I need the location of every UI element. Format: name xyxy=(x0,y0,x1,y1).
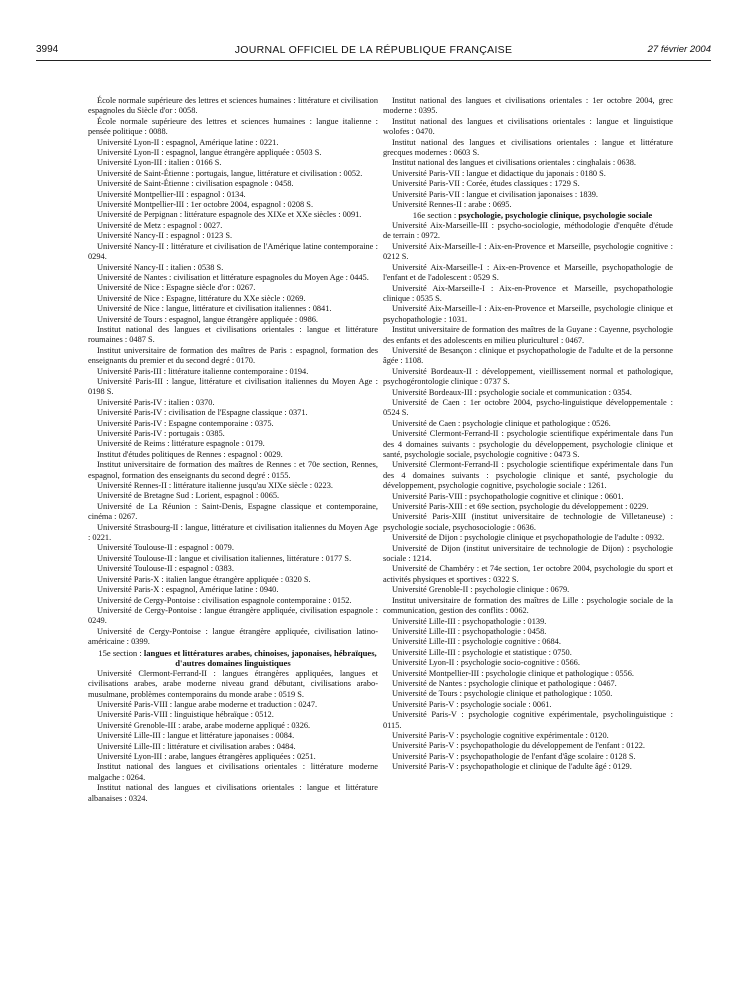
entry: Institut national des langues et civilisations orientales : 1er octobre 2004, grec moderne : 0395. xyxy=(383,96,673,116)
entry: Université Lyon-II : espagnol, Amérique latine : 0221. xyxy=(97,137,279,147)
entry: Université de Dijon : psychologie clinique et psychopathologie de l'adulte : 0932. xyxy=(392,533,665,543)
section-16-number: 16e section : xyxy=(412,210,459,221)
entry: Université Aix-Marseille-III : psycho-sociologie, méthodologie d'enquête d'étude de terrain : 0972. xyxy=(383,221,673,241)
section-15-heading xyxy=(88,648,378,669)
entry: Université Paris-V : psychologie sociale : 0061. xyxy=(392,699,552,709)
entry: Institut universitaire de formation des maîtres de Lille : psychologie sociale de la communication, gestion des conflits : 0062. xyxy=(383,595,673,616)
entry: Université de La Réunion : Saint-Denis, Espagne classique et contemporaine, cinéma : 0267. xyxy=(88,501,378,522)
section-15-number: 15e section : xyxy=(98,647,144,658)
entry: Institut universitaire de formation des maîtres de Paris : espagnol, formation des enseignants du premier et du second degré : 0170. xyxy=(88,345,378,366)
entry: Université Nancy-II : italien : 0538 S. xyxy=(97,262,224,272)
left-entries-b xyxy=(88,669,378,804)
entry: Université de Nantes : civilisation et littérature espagnoles du Moyen Age : 0445. xyxy=(97,272,369,282)
entry: Université Clermont-Ferrand-II : psychologie scientifique expérimentale dans l'un des 4 domaines suivants : psychologie du développement, psychologie clinique et santé, psychologie sociale, psychologie cognitive : 0473 S. xyxy=(383,429,673,459)
left-entries-a xyxy=(88,96,378,648)
entry: Université Aix-Marseille-I : Aix-en-Provence et Marseille, psychologie cognitive : 0212 S. xyxy=(383,241,673,262)
entry: Université Paris-VIII : psychopathologie cognitive et clinique : 0601. xyxy=(392,491,624,501)
entry: Institut national des langues et civilisations orientales : langue et littérature roumaines : 0487 S. xyxy=(88,324,378,345)
right-entries-a xyxy=(383,96,673,210)
entry: Université de Nice : langue, littérature et civilisation italiennes : 0841. xyxy=(97,304,332,314)
entry: École normale supérieure des lettres et sciences humaines : langue italienne : pensée politique : 0088. xyxy=(88,116,378,137)
entry: Université Montpellier-III : psychologie clinique et pathologique : 0556. xyxy=(392,668,634,678)
entry: Université de Saint-Étienne : portugais, langue, littérature et civilisation : 0052. xyxy=(97,168,363,178)
entry: Université de Dijon (institut universitaire de technologie de Dijon) : psychologie sociale : 1214. xyxy=(383,543,673,564)
entry: Institut national des langues et civilisations orientales : littérature moderne malgache : 0264. xyxy=(88,762,378,782)
entry: Université Paris-V : psychopathologie du développement de l'enfant : 0122. xyxy=(392,741,645,751)
entry: Université Strasbourg-II : langue, littérature et civilisation italiennes du Moyen Age : 0221. xyxy=(88,522,378,543)
entry: Université Paris-V : psychopathologie et clinique de l'adulte âgé : 0129. xyxy=(392,762,632,772)
entry: Université de Caen : 1er octobre 2004, psycho-linguistique développementale : 0524 S. xyxy=(383,397,673,418)
entry: Université de Cergy-Pontoise : langue étrangère appliquée, civilisation latino-américaine : 0399. xyxy=(88,626,378,647)
entry: Université Clermont-Ferrand-II : psychologie scientifique expérimentale dans l'un des 4 domaines suivants : psychologie clinique et santé, psychologie du développement, psychologie cognitive, psychologie sociale : 1261. xyxy=(383,460,673,491)
entry: Université Paris-VII : langue et didactique du japonais : 0180 S. xyxy=(392,168,606,178)
entry: Université Lille-III : psychologie et statistique : 0750. xyxy=(392,647,572,657)
entry: Université Toulouse-II : espagnol : 0383. xyxy=(97,564,234,574)
entry: Institut universitaire de formation des maîtres de la Guyane : Cayenne, psychologie des enfants et des adolescents en milieu pluriculturel : 0467. xyxy=(383,325,673,345)
issue-date: 27 février 2004 xyxy=(647,44,711,55)
entry: Université Paris-III : langue, littérature et civilisation italiennes du Moyen Age : 0198 S. xyxy=(88,376,378,397)
entry: Université Lyon-III : italien : 0166 S. xyxy=(97,158,222,168)
entry: Université Rennes-II : arabe : 0695. xyxy=(392,200,512,210)
entry: Université Paris-IV : italien : 0370. xyxy=(97,397,215,407)
entry: Université Lille-III : langue et littérature japonaises : 0084. xyxy=(97,731,295,741)
entry: Université Paris-III : littérature italienne contemporaine : 0194. xyxy=(97,366,309,376)
entry: Université Paris-V : psychologie cognitive expérimentale, psycholinguistique : 0115. xyxy=(383,710,673,730)
entry: Université Aix-Marseille-I : Aix-en-Provence et Marseille, psychologie clinique et psychopathologie : 1031. xyxy=(383,304,673,324)
entry: Université Paris-V : psychologie cognitive expérimentale : 0120. xyxy=(392,730,609,740)
entry: Université de Bretagne Sud : Lorient, espagnol : 0065. xyxy=(97,491,280,501)
entry: Université Aix-Marseille-I : Aix-en-Provence et Marseille, psychopathologie de l'enfant et de l'adolescent : 0529 S. xyxy=(383,262,673,283)
entry: Université de Chambéry : et 74e section, 1er octobre 2004, psychologie du sport et activités physiques et sportives : 0322 S. xyxy=(383,564,673,584)
entry: Université de Tours : espagnol, langue étrangère appliquée : 0986. xyxy=(97,314,318,324)
entry: Université Toulouse-II : espagnol : 0079. xyxy=(97,543,234,553)
entry: Université Lille-III : littérature et civilisation arabes : 0484. xyxy=(97,741,296,751)
entry: Université Grenoble-II : psychologie clinique : 0679. xyxy=(392,585,570,595)
entry: Université de Nice : Espagne siècle d'or : 0267. xyxy=(97,283,256,293)
header-rule xyxy=(36,60,711,61)
entry: Université Lille-III : psychologie cognitive : 0684. xyxy=(392,637,561,647)
entry: Université Paris-XIII (institut universitaire de technologie de Villetaneuse) : psychologie sociale, psychosociologie : 0636. xyxy=(383,512,673,532)
journal-title: JOURNAL OFFICIEL DE LA RÉPUBLIQUE FRANÇAISE xyxy=(234,44,513,56)
entry: École normale supérieure des lettres et sciences humaines : littérature et civilisation espagnoles du Siècle d'or : 0058. xyxy=(88,96,378,116)
entry: Université Lille-III : psychopathologie : 0139. xyxy=(392,616,547,626)
entry: Université Aix-Marseille-I : Aix-en-Provence et Marseille, psychopathologie clinique : 0535 S. xyxy=(383,283,673,303)
entry: Institut universitaire de formation des maîtres de Rennes : et 70e section, Rennes, espagnol, formation des enseignants du second degré : 0155. xyxy=(88,460,378,480)
entry: Université Paris-VII : langue et civilisation japonaises : 1839. xyxy=(392,189,598,199)
entry: Université de Cergy-Pontoise : langue étrangère appliquée, civilisation espagnole : 0249. xyxy=(88,605,378,626)
entry: Université Montpellier-III : 1er octobre 2004, espagnol : 0208 S. xyxy=(97,200,314,210)
entry: Institut d'études politiques de Rennes : espagnol : 0029. xyxy=(97,449,283,459)
entry: Université Paris-IV : portugais : 0385. xyxy=(97,429,225,438)
entry: Université Montpellier-III : espagnol : 0134. xyxy=(97,189,246,199)
entry: Université de Besançon : clinique et psychopathologie de l'adulte et de la personne âgée : 1108. xyxy=(383,345,673,366)
entry: Université de Reims : littérature espagnole : 0179. xyxy=(97,439,265,449)
entry: Université Nancy-II : littérature et civilisation de l'Amérique latine contemporaine : 0294. xyxy=(88,241,378,262)
entry: Université Lyon-II : psychologie socio-cognitive : 0566. xyxy=(392,658,580,668)
entry: Université de Metz : espagnol : 0027. xyxy=(97,220,223,230)
page-number: 3994 xyxy=(36,44,59,55)
entry: Université de Caen : psychologie clinique et pathologique : 0526. xyxy=(392,418,611,428)
entry: Université Grenoble-III : arabe, arabe moderne appliqué : 0326. xyxy=(97,720,311,730)
right-entries-b xyxy=(383,221,673,773)
entry: Université Bordeaux-III : psychologie sociale et communication : 0354. xyxy=(392,387,632,397)
right-column xyxy=(383,96,673,773)
entry: Université Lille-III : psychopathologie : 0458. xyxy=(392,626,547,636)
entry: Université Paris-X : espagnol, Amérique latine : 0940. xyxy=(97,585,279,595)
entry: Université de Saint-Étienne : civilisation espagnole : 0458. xyxy=(97,179,294,189)
section-15-title: langues et littératures arabes, chinoises, japonaises, hébraïques, d'autres domaines linguistiques xyxy=(143,647,377,669)
entry: Université Nancy-II : espagnol : 0123 S. xyxy=(97,231,233,241)
entry: Université Rennes-II : littérature italienne jusqu'au XIXe siècle : 0223. xyxy=(97,481,333,491)
entry: Université Paris-IV : civilisation de l'Espagne classique : 0371. xyxy=(97,408,308,418)
section-16-heading xyxy=(383,210,673,221)
entry: Université Toulouse-II : langue et civilisation italiennes, littérature : 0177 S. xyxy=(97,553,352,563)
left-column xyxy=(88,96,378,804)
entry: Université Paris-IV : Espagne contemporaine : 0375. xyxy=(97,418,274,428)
entry: Université de Perpignan : littérature espagnole des XIXe et XXe siècles : 0091. xyxy=(97,210,362,220)
entry: Université de Nantes : psychologie clinique et pathologique : 0467. xyxy=(392,678,617,688)
entry: Université de Tours : psychologie clinique et pathologique : 1050. xyxy=(392,689,613,699)
entry: Université Lyon-II : espagnol, langue étrangère appliquée : 0503 S. xyxy=(97,148,322,158)
entry: Institut national des langues et civilisations orientales : langue et littérature grecques modernes : 0603 S. xyxy=(383,137,673,158)
entry: Université Paris-X : italien langue étrangère appliquée : 0320 S. xyxy=(97,574,311,584)
entry: Université Paris-VII : Corée, études classiques : 1729 S. xyxy=(392,179,580,189)
entry: Institut national des langues et civilisations orientales : langue et littérature albanaises : 0324. xyxy=(88,783,378,803)
entry: Université Bordeaux-II : développement, vieillissement normal et pathologique, psychogérontologie clinique : 0737 S. xyxy=(383,366,673,387)
entry: Université Paris-V : psychopathologie de l'enfant d'âge scolaire : 0128 S. xyxy=(392,751,636,761)
entry: Université Paris-XIII : et 69e section, psychologie du développement : 0229. xyxy=(392,502,649,512)
entry: Université de Cergy-Pontoise : civilisation espagnole contemporaine : 0152. xyxy=(97,595,352,605)
entry: Université Clermont-Ferrand-II : langues étrangères appliquées, langues et civilisations arabes, arabe moderne niveau grand débutant, civilisations arabo-musulmane, problèmes contemporains du monde arabe : 0519 S. xyxy=(88,668,378,699)
entry: Université Paris-VIII : langue arabe moderne et traduction : 0247. xyxy=(97,699,318,709)
entry: Institut national des langues et civilisations orientales : cinghalais : 0638. xyxy=(392,158,637,168)
entry: Institut national des langues et civilisations orientales : langue et linguistique wolofes : 0470. xyxy=(383,116,673,137)
section-16-title: psychologie, psychologie clinique, psychologie sociale xyxy=(458,210,653,221)
entry: Université de Nice : Espagne, littérature du XXe siècle : 0269. xyxy=(97,293,306,303)
entry: Université Paris-VIII : linguistique hébraïque : 0512. xyxy=(97,710,274,720)
page-header xyxy=(36,44,711,58)
entry: Université Lyon-III : arabe, langues étrangères appliquées : 0251. xyxy=(97,751,316,761)
